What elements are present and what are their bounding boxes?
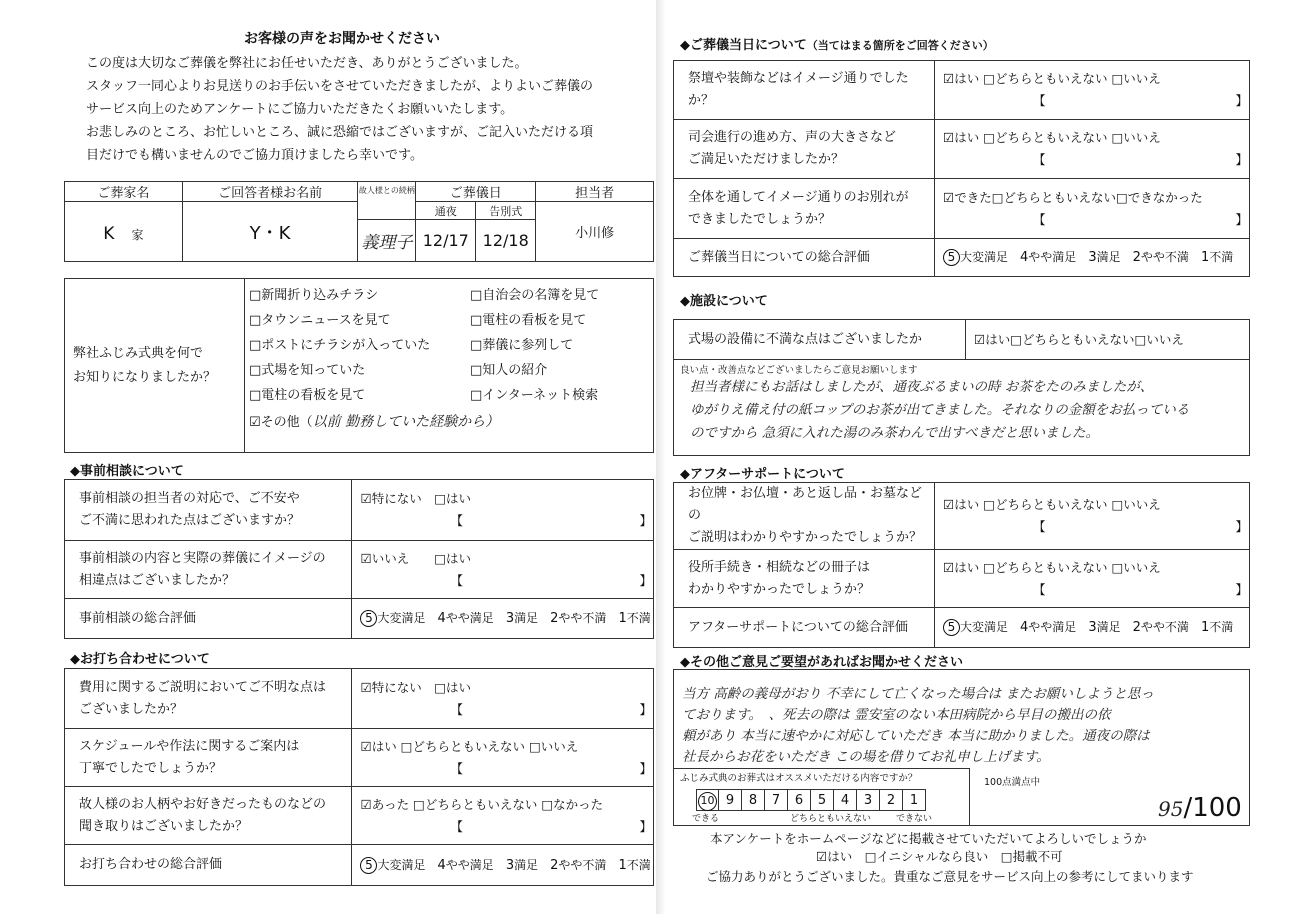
wake-date: 12/17 xyxy=(416,220,476,262)
after-q1: お位牌・お仏壇・あと返し品・お墓などの ご説明はわかりやすかったでしょうか？ xyxy=(674,483,935,550)
family-header: ご葬家名 xyxy=(65,182,183,202)
intro-line: お悲しみのところ、お忙しいところ、誠に恐縮ではございますが、ご記入いただける項 xyxy=(86,125,594,140)
intro-line: サービス向上のためアンケートにご協力いただきたくお願いいたします。 xyxy=(86,102,514,117)
meet-a1[interactable]: ☑特にない □はい 【 】 xyxy=(352,669,654,729)
rating-circle: 5 xyxy=(360,610,377,627)
meeting-table xyxy=(64,668,654,886)
facility-note-label: 良い点・改善点などございましたらご意見お願いします xyxy=(680,365,918,376)
facility-q: 式場の設備に不満な点はございましたか xyxy=(674,320,966,360)
after-a1[interactable]: ☑はい □どちらともいえない □いいえ 【 】 xyxy=(934,483,1249,550)
family-cell xyxy=(65,202,183,262)
page-right xyxy=(666,0,1293,914)
meeting-heading: ◆お打ち合わせについて xyxy=(70,652,210,667)
meet-a3[interactable]: ☑あった □どちらともいえない □なかった 【 】 xyxy=(352,787,654,845)
option-other[interactable] xyxy=(249,411,499,431)
scale-captions: できる どちらともいえない できない xyxy=(692,814,933,824)
other-handwritten: 以前 勤務していた経験から） xyxy=(312,414,500,430)
pre-consult-heading: ◆事前相談について xyxy=(70,464,184,479)
how-known-question xyxy=(65,279,245,453)
day-rating-q: ご葬儀当日についての総合評価 xyxy=(674,239,935,277)
how-known-table xyxy=(64,278,654,453)
relation-header: 故人様との続柄 xyxy=(358,182,416,220)
other-heading: ◆その他ご意見ご要望があればお聞かせください xyxy=(680,655,963,670)
rating-circle: 5 xyxy=(943,619,960,636)
other-handwritten: 当方 高齢の義母がおり 不幸にして亡くなった場合は またお願いしようと思っ ております。 、死去の際は 霊安室のない本田病院から早目の搬出の依 頼があり 本当に速やかに対応していただき 本当に助かりました。通夜の際は 社長からお花をいただき この場を借りてお礼申し上げます。 xyxy=(682,686,1154,765)
facility-handwritten: 担当者様にもお話はしましたが、通夜ぶるまいの時 お茶をたのみましたが、 ゆがりえ備え付の紙コップのお茶が出てきました。それなりの金額をお払っている のですから 急須に入れた湯のみ茶わんで出すべきだと思いました。 xyxy=(690,379,1190,441)
thanks-text: ご協力ありがとうございました。貴重なご意見をサービス向上の参考にしてまいります xyxy=(706,869,1194,884)
recommend-scale[interactable] xyxy=(674,784,969,811)
rating-circle: 5 xyxy=(943,249,960,266)
date-header: ご葬儀日 xyxy=(416,182,536,202)
funeral-header: 告別式 xyxy=(476,202,536,220)
score-max: /100 xyxy=(1183,793,1242,823)
facility-a[interactable]: ☑はい□どちらともいえない□いいえ xyxy=(966,320,1250,360)
scale-8[interactable]: 8 xyxy=(742,789,765,811)
scale-2[interactable]: 2 xyxy=(880,789,903,811)
meet-q2: スケジュールや作法に関するご案内は 丁寧でしたでしょうか？ xyxy=(65,729,352,787)
intro-line: 目だけでも構いませんのでご協力頂けましたら幸いです。 xyxy=(86,148,423,163)
intro-text xyxy=(86,52,593,167)
how-known-options xyxy=(245,279,654,453)
scale-5[interactable]: 5 xyxy=(811,789,834,811)
intro-line: スタッフ一同心よりお見送りのお手伝いをさせていただきましたが、よりよいご葬儀の xyxy=(86,79,594,94)
option-newspaper[interactable]: □新聞折り込みチラシ xyxy=(249,288,379,303)
facility-note xyxy=(674,360,1250,456)
meet-q1: 費用に関するご説明においてご不明な点は ございましたか？ xyxy=(65,669,352,729)
scale-6[interactable]: 6 xyxy=(788,789,811,811)
option-internet[interactable]: □インターネット検索 xyxy=(470,388,599,403)
day-a1[interactable]: ☑はい □どちらともいえない □いいえ 【 】 xyxy=(934,61,1249,120)
day-a2[interactable]: ☑はい □どちらともいえない □いいえ 【 】 xyxy=(934,120,1249,179)
after-a2[interactable]: ☑はい □どちらともいえない □いいえ 【 】 xyxy=(934,550,1249,608)
day-rating[interactable]: 5 大変満足 4やや満足 3満足 2やや不満 1不満 xyxy=(934,239,1249,277)
funeral-date: 12/18 xyxy=(476,220,536,262)
rating-circle: 5 xyxy=(360,857,377,874)
meet-q3: 故人様のお人柄やお好きだったものなどの 聞き取りはございましたか？ xyxy=(65,787,352,845)
recommend-label: ふじみ式典のお葬式はオススメいただける内容ですか？ xyxy=(680,773,918,784)
facility-heading: ◆施設について xyxy=(680,294,768,309)
question-line: お知りになりましたか？ xyxy=(73,369,217,385)
options-col2 xyxy=(470,283,599,408)
publish-question: 本アンケートをホームページなどに掲載させていただいてよろしいでしょうか xyxy=(710,831,1147,846)
option-neighborhood[interactable]: □自治会の名簿を見て xyxy=(470,288,600,303)
scale-9[interactable]: 9 xyxy=(719,789,742,811)
wake-header: 通夜 xyxy=(416,202,476,220)
after-heading: ◆アフターサポートについて xyxy=(680,467,845,482)
other-label: ☑その他（ xyxy=(249,415,313,430)
option-knew-hall[interactable]: □式場を知っていた xyxy=(249,363,366,378)
day-heading: ◆ご葬儀当日について（当てはまる箇所をご回答ください） xyxy=(680,38,994,53)
option-town-news[interactable]: □タウンニュースを見て xyxy=(249,313,391,328)
option-referral[interactable]: □知人の紹介 xyxy=(470,363,548,378)
family-name: K xyxy=(103,224,115,244)
day-table xyxy=(673,60,1250,277)
scale-4[interactable]: 4 xyxy=(834,789,857,811)
after-rating[interactable]: 5 大変満足 4やや満足 3満足 2やや不満 1不満 xyxy=(934,608,1249,648)
options-col1 xyxy=(249,283,430,408)
staff-header: 担当者 xyxy=(536,182,654,202)
option-pole-sign-2[interactable]: □電柱の看板を見て xyxy=(470,313,587,328)
day-q2: 司会進行の進め方、声の大きさなど ご満足いただけましたか？ xyxy=(674,120,935,179)
pre-a1[interactable]: ☑特にない □はい 【 】 xyxy=(352,480,654,541)
pre-a2[interactable]: ☑いいえ □はい 【 】 xyxy=(352,541,654,599)
staff-name: 小川修 xyxy=(536,202,654,262)
day-q3: 全体を通してイメージ通りのお別れが できましたでしょうか？ xyxy=(674,179,935,239)
intro-line: この度は大切なご葬儀を弊社にお任せいただき、ありがとうございました。 xyxy=(86,56,528,71)
after-table xyxy=(673,482,1250,648)
page-fold xyxy=(656,0,666,914)
facility-table xyxy=(673,319,1250,456)
option-pole-sign[interactable]: □電柱の看板を見て xyxy=(249,388,366,403)
score-label: 100点満点中 xyxy=(984,777,1041,788)
publish-options[interactable]: ☑はい □イニシャルなら良い □掲載不可 xyxy=(816,849,1063,864)
question-line: 弊社ふじみ式典を何で xyxy=(73,345,204,361)
option-attended[interactable]: □葬儀に参列して xyxy=(470,338,574,353)
pre-rating[interactable]: 5 大変満足 4やや満足 3満足 2やや不満 1不満 xyxy=(352,599,654,639)
info-table xyxy=(64,181,654,262)
day-a3[interactable]: ☑できた□どちらともいえない□できなかった 【 】 xyxy=(934,179,1249,239)
scale-1[interactable]: 1 xyxy=(903,789,926,811)
recommend-box xyxy=(674,768,970,826)
scale-3[interactable]: 3 xyxy=(857,789,880,811)
other-box xyxy=(673,669,1250,826)
respondent-name: Y・K xyxy=(182,202,358,262)
pre-q1: 事前相談の担当者の対応で、ご不安や ご不満に思われた点はございますか？ xyxy=(65,480,352,541)
pre-consult-table xyxy=(64,479,654,639)
meet-a2[interactable]: ☑はい □どちらともいえない □いいえ 【 】 xyxy=(352,729,654,787)
relation-value: 義理子 xyxy=(358,220,416,262)
pre-q2: 事前相談の内容と実際の葬儀にイメージの 相違点はございましたか？ xyxy=(65,541,352,599)
after-rating-q: アフターサポートについての総合評価 xyxy=(674,608,935,648)
score-value: 95 xyxy=(1158,797,1184,821)
family-suffix: 家 xyxy=(131,228,144,242)
respondent-header: ご回答者様お名前 xyxy=(182,182,358,202)
after-q2: 役所手続き・相続などの冊子は わかりやすかったでしょうか？ xyxy=(674,550,935,608)
scale-10[interactable]: 10 xyxy=(696,789,719,811)
score xyxy=(1158,793,1242,823)
day-q1: 祭壇や装飾などはイメージ通りでしたか？ xyxy=(674,61,935,120)
meet-rating-q: お打ち合わせの総合評価 xyxy=(65,845,352,886)
pre-rating-q: 事前相談の総合評価 xyxy=(65,599,352,639)
meet-rating[interactable]: 5 大変満足 4やや満足 3満足 2やや不満 1不満 xyxy=(352,845,654,886)
survey-title: お客様の声をお聞かせください xyxy=(244,31,440,47)
scale-7[interactable]: 7 xyxy=(765,789,788,811)
option-post-flyer[interactable]: □ポストにチラシが入っていた xyxy=(249,338,431,353)
